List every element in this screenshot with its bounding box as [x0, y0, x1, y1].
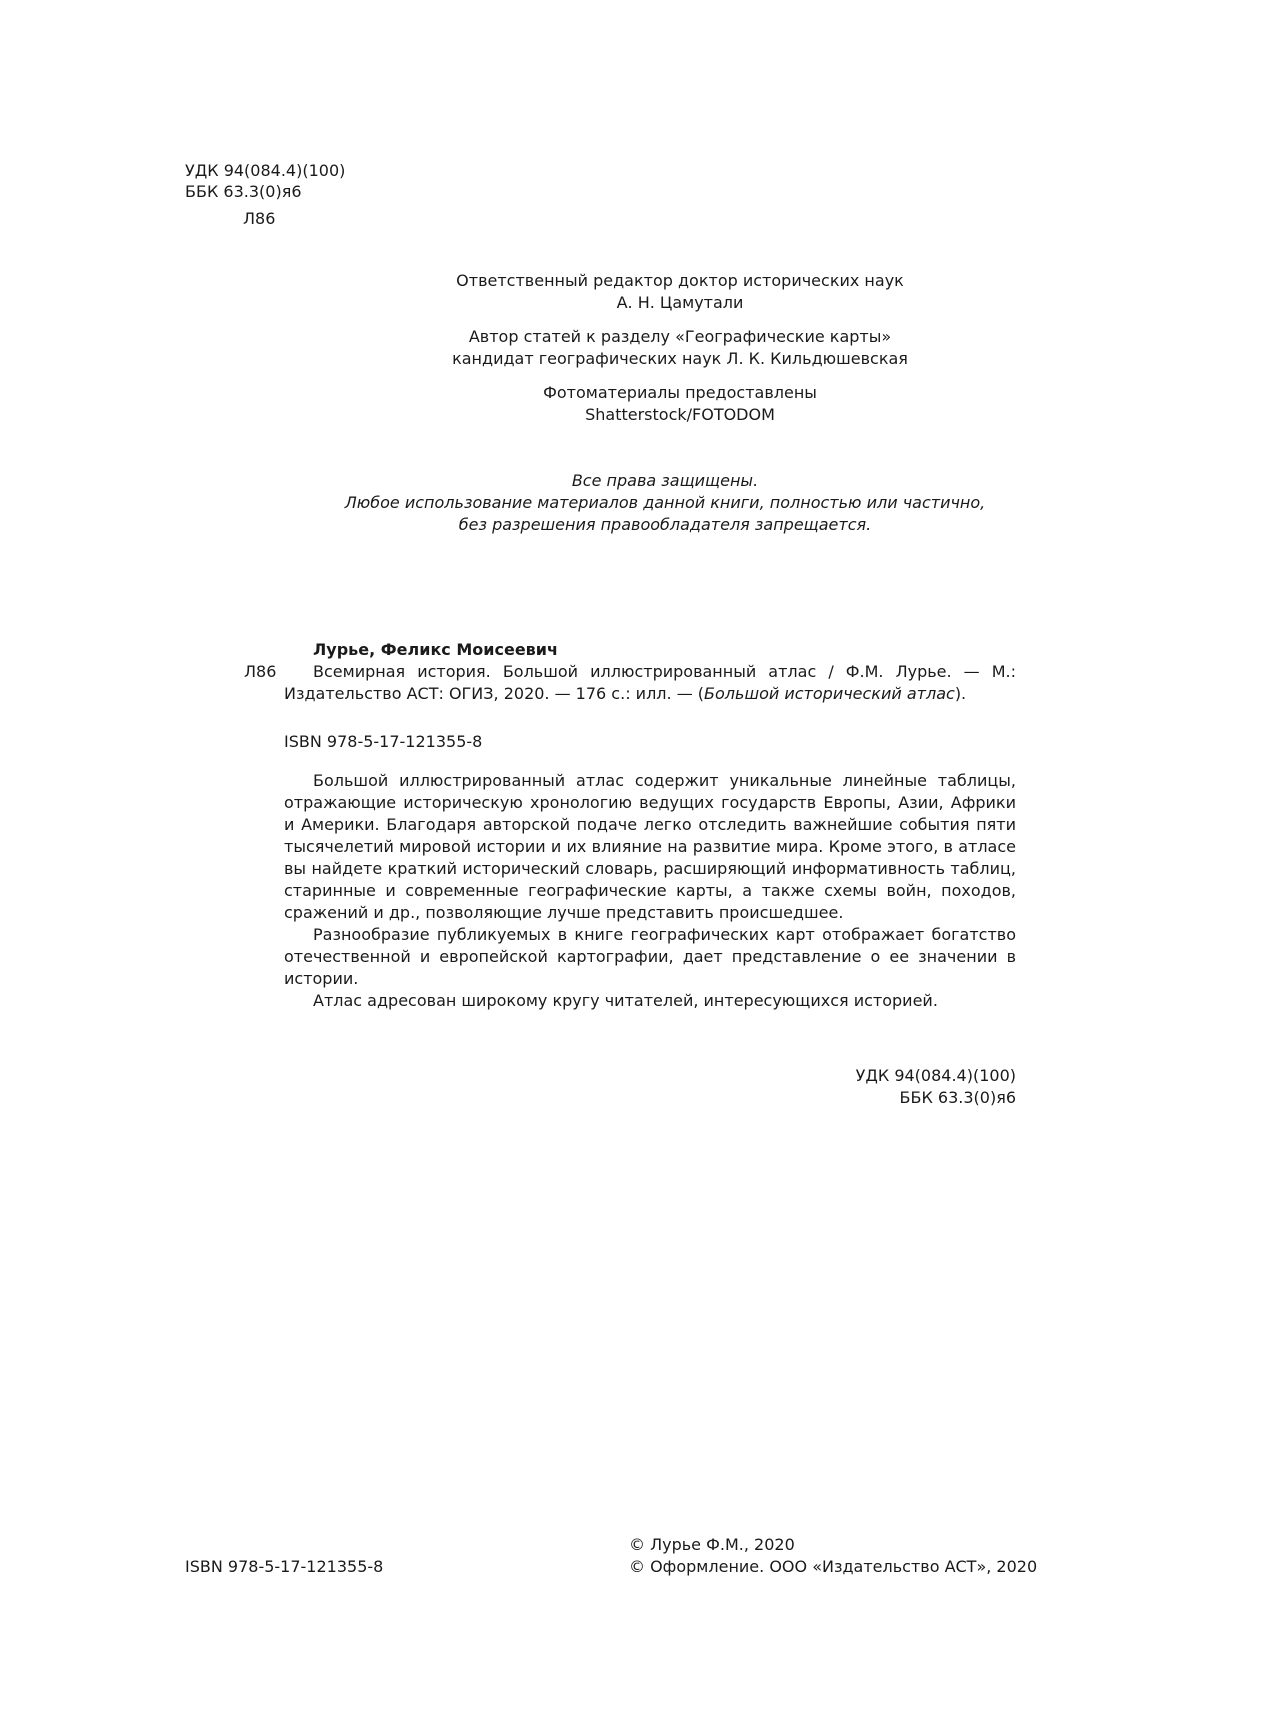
maps-author-name: кандидат географических наук Л. К. Кильдюшевская — [452, 349, 908, 368]
classification-top — [185, 160, 345, 229]
card-author-mark: Л86 — [244, 662, 277, 681]
editor-role: Ответственный редактор доктор исторических наук — [456, 271, 904, 290]
card-title-main: Всемирная история. Большой иллюстрированный атлас / Ф.М. Лурье. — М.: Издательство АСТ: ОГИЗ, 2020. — 176 с.: илл. — ( — [284, 662, 1016, 703]
credits-block — [0, 270, 1270, 438]
copyright-author: © Лурье Ф.М., 2020 — [629, 1535, 795, 1554]
card-bibliographic-description — [284, 661, 1016, 705]
bbk-code: ББК 63.3(0)я6 — [899, 1088, 1016, 1107]
footer-isbn: ISBN 978-5-17-121355-8 — [185, 1557, 384, 1576]
classification-bottom — [856, 1065, 1016, 1109]
udk-code: УДК 94(084.4)(100) — [855, 1066, 1016, 1085]
author-mark: Л86 — [243, 209, 276, 228]
annotation-paragraph: Разнообразие публикуемых в книге географических карт отображает богатство отечественной и европейской картографии, дает представление о ее значении в истории. — [284, 925, 1016, 988]
rights-line-1: Все права защищены. — [571, 471, 759, 490]
photos-label: Фотоматериалы предоставлены — [543, 383, 817, 402]
copyright-block — [629, 1534, 1037, 1578]
maps-author-role: Автор статей к разделу «Географические карты» — [468, 327, 892, 346]
annotation-paragraph: Большой иллюстрированный атлас содержит уникальные линейные таблицы, отражающие историческую хронологию ведущих государств Европы, Азии, Африки и Америки. Благодаря авторской подаче легко отследить важнейшие события пяти тысячелетий мировой истории и их влияние на развитие мира. Кроме этого, в атласе вы найдете краткий исторический словарь, расширяющий информативность таблиц, старинные и современные географические карты, а также схемы войн, походов, сражений и др., позволяющие лучше представить происшедшее. — [284, 771, 1016, 922]
rights-line-2: Любое использование материалов данной книги, полностью или частично, — [344, 493, 986, 512]
card-title-end: ). — [954, 684, 967, 703]
editor-credit — [0, 270, 1270, 314]
photos-credit — [0, 382, 1270, 426]
annotation — [284, 770, 1016, 1012]
rights-notice — [0, 470, 1270, 536]
editor-name: А. Н. Цамутали — [616, 293, 744, 312]
annotation-paragraph: Атлас адресован широкому кругу читателей, интересующихся историей. — [313, 991, 938, 1010]
card-author: Лурье, Феликс Моисеевич — [313, 640, 558, 659]
maps-author-credit — [0, 326, 1270, 370]
card-series-title: Большой исторический атлас — [704, 684, 955, 703]
udk-code: УДК 94(084.4)(100) — [185, 161, 346, 180]
copyright-design: © Оформление. ООО «Издательство АСТ», 2020 — [629, 1557, 1038, 1576]
photos-source: Shatterstock/FOTODOM — [585, 405, 775, 424]
bbk-code: ББК 63.3(0)я6 — [185, 182, 302, 201]
rights-line-3: без разрешения правообладателя запрещается. — [458, 515, 872, 534]
card-isbn: ISBN 978-5-17-121355-8 — [284, 732, 483, 751]
